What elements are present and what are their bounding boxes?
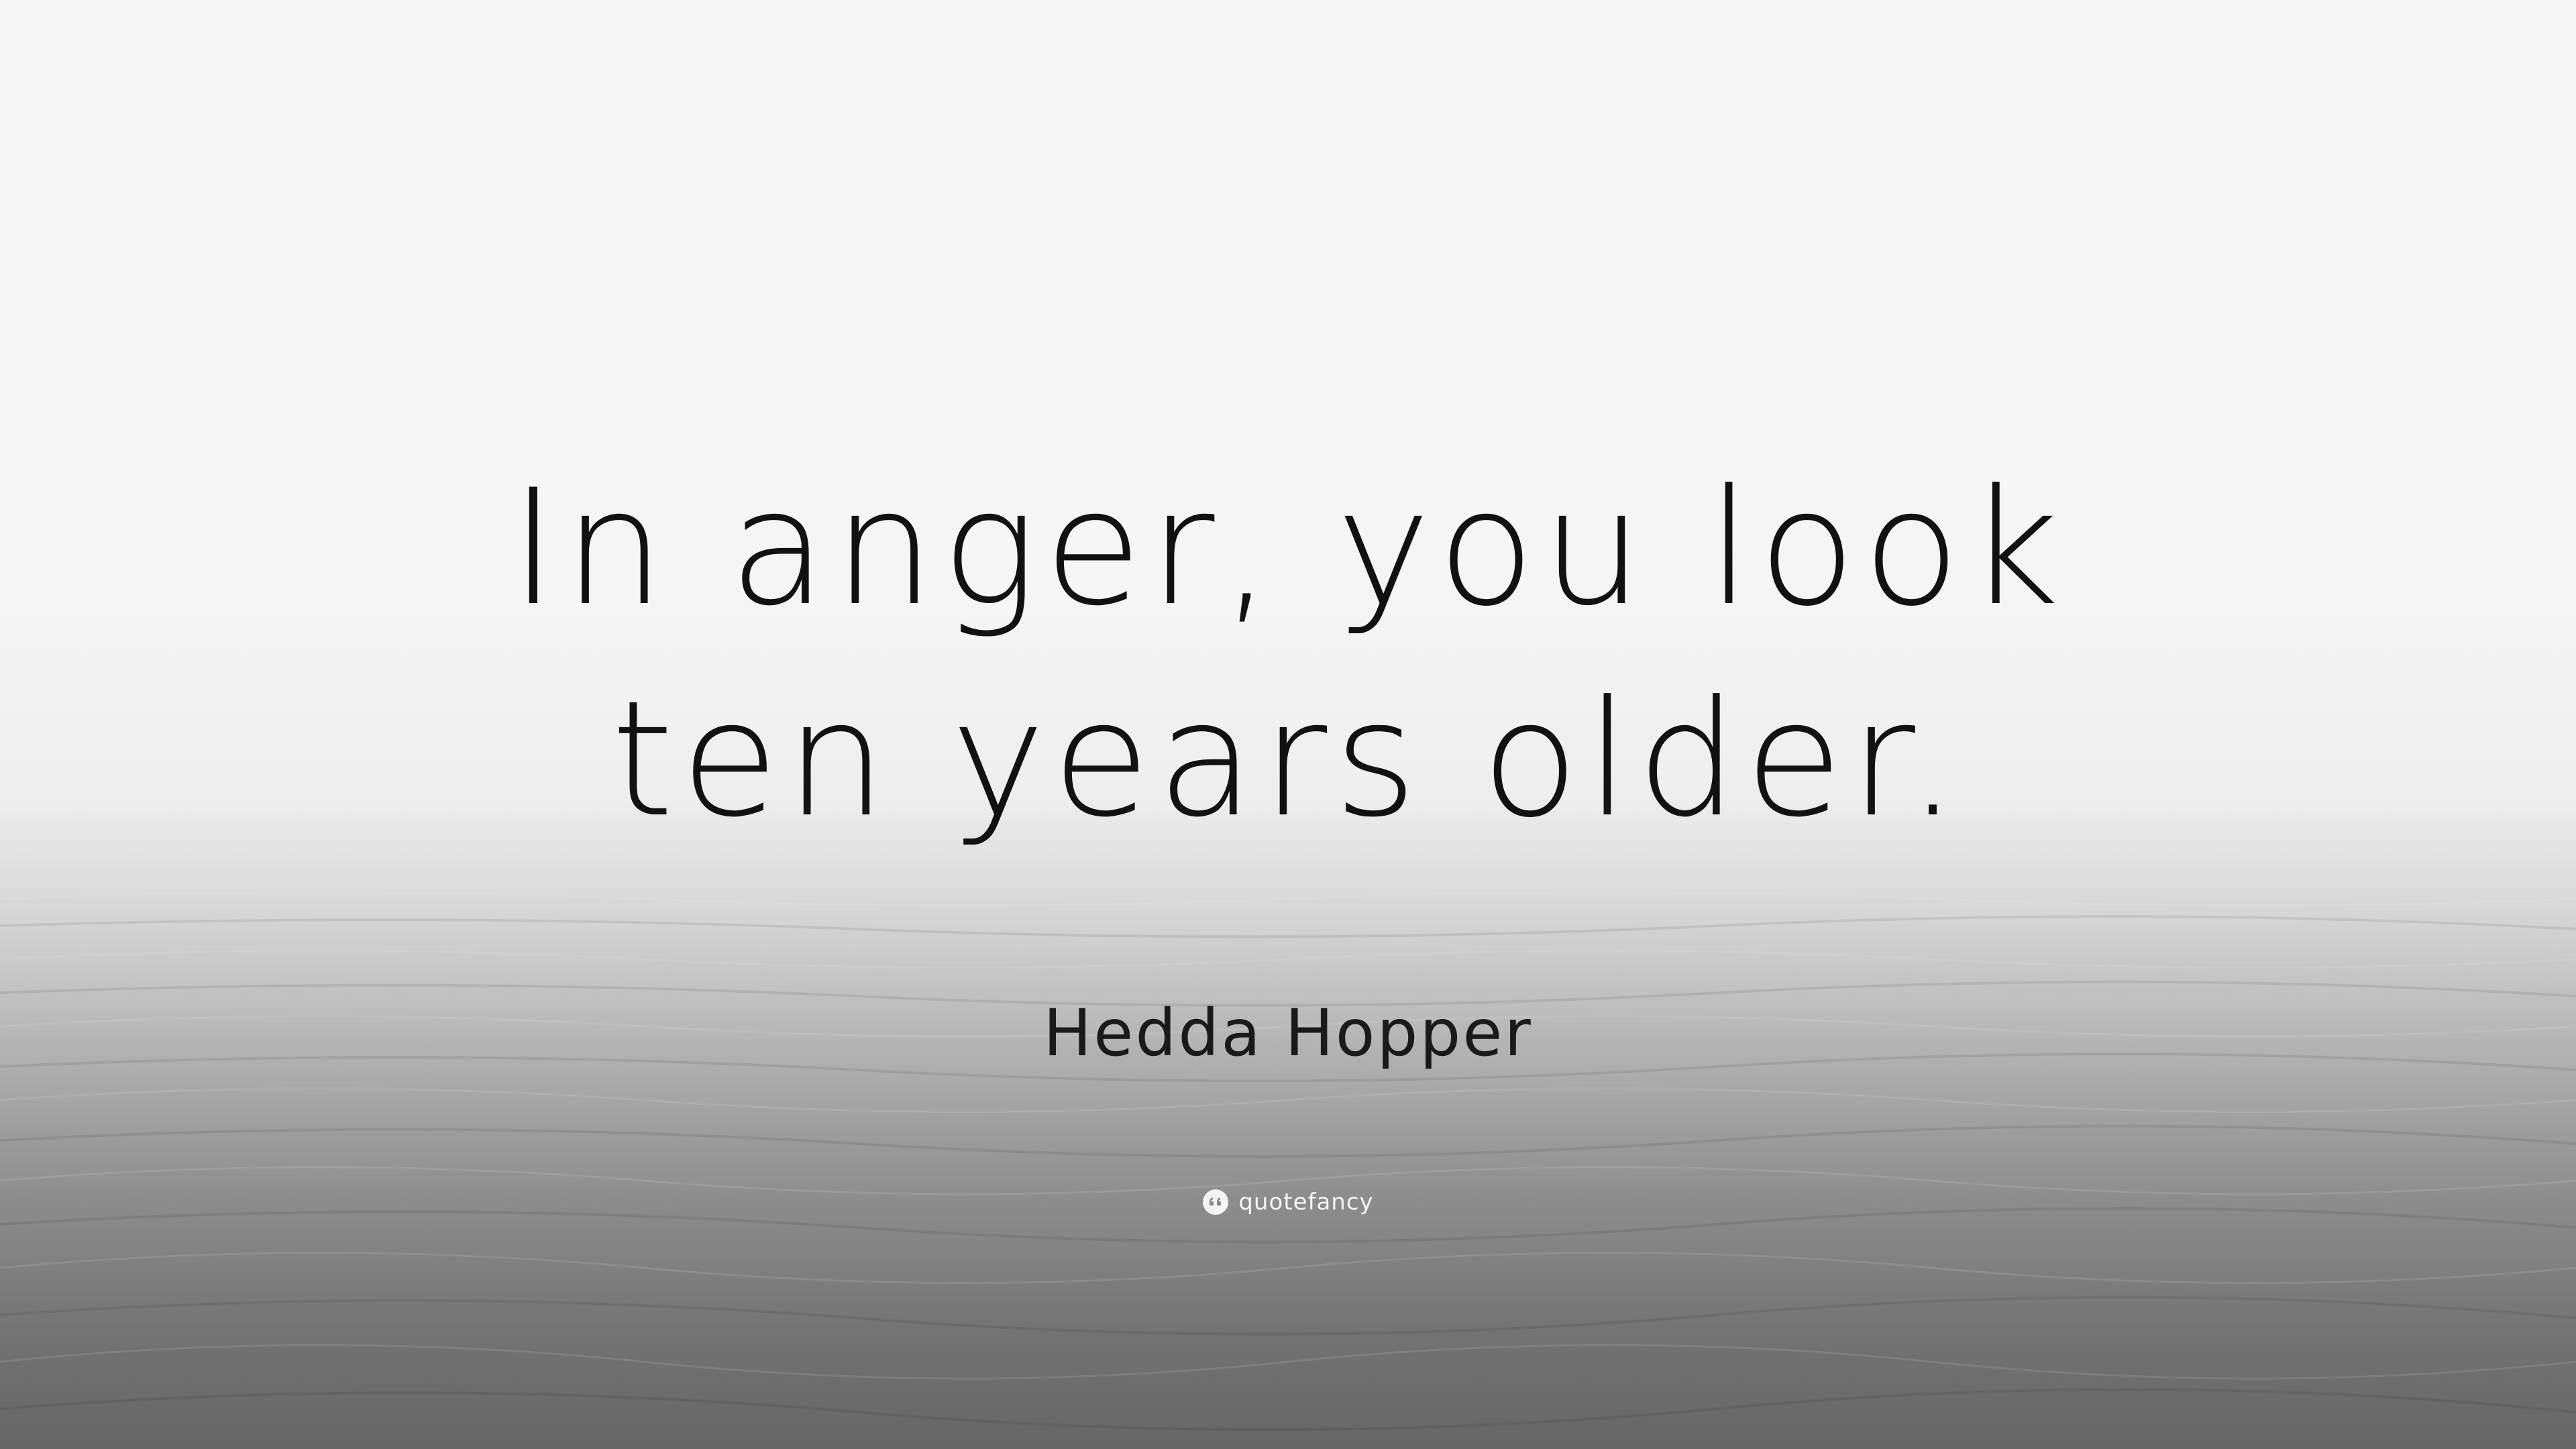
quote-marks-icon — [1202, 1189, 1229, 1216]
sea-waves — [0, 805, 2576, 1449]
quote-line-1: In anger, you look — [510, 455, 2066, 641]
watermark — [0, 1186, 2576, 1218]
watermark-text: quotefancy — [1238, 1189, 1374, 1216]
quote-author: Hedda Hopper — [1043, 996, 1533, 1071]
quote-text — [0, 443, 2576, 865]
quote-line-2: ten years older. — [611, 667, 1965, 853]
